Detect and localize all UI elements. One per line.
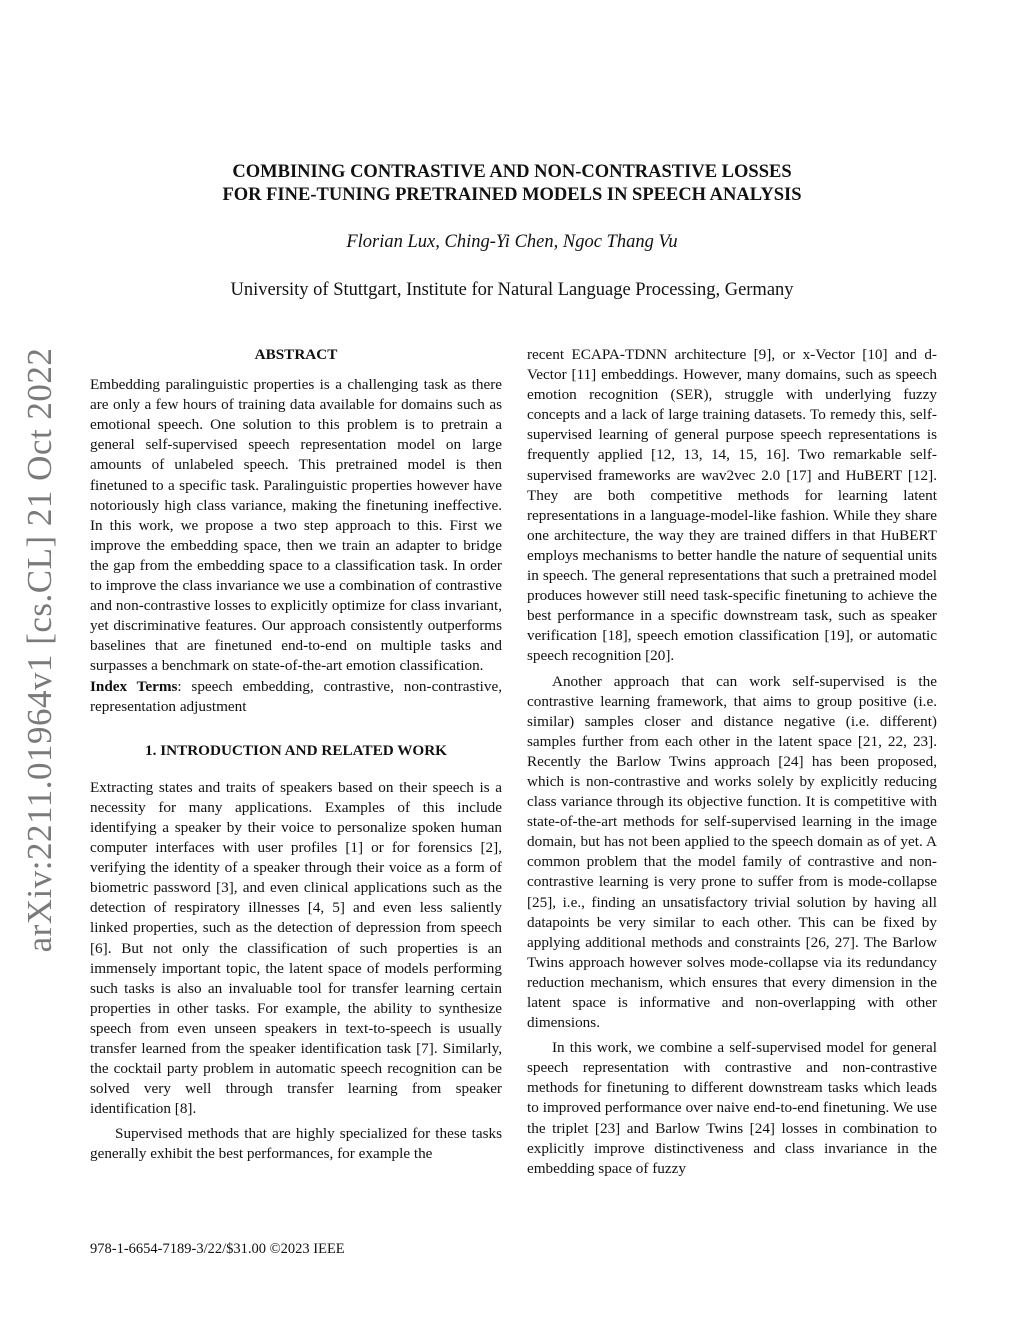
introduction-heading: 1. INTRODUCTION AND RELATED WORK	[145, 741, 447, 759]
abstract-text: Embedding paralinguistic properties is a challenging task as there are only a few hours of training data available for domains such as emotional speech. One solution to this problem is to pretrain a general self-supervised speech representation model on large amounts of unlabeled speech. This pretrained model is then finetuned to a specific task. Paralinguistic properties however have notoriously high class variance, making the finetuning ineffective. In this work, we propose a two step approach to this. First we improve the embedding space, then we train an adapter to bridge the gap from the embedding space to a classification task. In order to improve the class invariance we use a combination of contrastive and non-contrastive losses to explicitly optimize for class invariant, yet discriminative features. Our approach consistently outperforms baselines that are finetuned end-to-end on multiple tasks and surpasses a benchmark on state-of-the-art emotion classification.	[90, 376, 502, 675]
paper-authors: Florian Lux, Ching-Yi Chen, Ngoc Thang Vu	[346, 232, 678, 252]
copyright-footer: 978-1-6654-7189-3/22/$31.00 ©2023 IEEE	[90, 1241, 345, 1257]
paper-title-line-1: COMBINING CONTRASTIVE AND NON-CONTRASTIVE LOSSES	[232, 162, 792, 182]
intro-paragraph-1: Extracting states and traits of speakers based on their speech is a necessity for many applications. Examples of this include identifying a speaker by their voice to personalize spoken human computer interfaces with user profiles [1] or for forensics [2], verifying the identity of a speaker through their voice as a form of biometric password [3], and even clinical applications such as the detection of respiratory illnesses [4, 5] and even less saliently linked properties, such as the detection of depression from speech [6]. But not only the classification of such properties is an immensely important topic, the latent space of models performing such tasks is also an invaluable tool for transfer learning certain properties in other tasks. For example, the ability to synthesize speech from even unseen speakers in text-to-speech is usually transfer learned from the speaker identification task [7]. Similarly, the cocktail party problem in automatic speech recognition can be solved very well through transfer learning from speaker identification [8].	[90, 778, 502, 1118]
intro-paragraph-3: recent ECAPA-TDNN architecture [9], or x-Vector [10] and d-Vector [11] embeddings. However, many domains, such as speech emotion recognition (SER), struggle with underlying fuzzy concepts and a lack of large training datasets. To remedy this, self-supervised learning of general purpose speech representations is frequently applied [12, 13, 14, 15, 16]. Two remarkable self-supervised frameworks are wav2vec 2.0 [17] and HuBERT [12]. They are both competitive methods for learning latent representations in a language-model-like fashion. While they share one architecture, the way they are trained differs in that HuBERT employs mechanisms to better handle the nature of sequential units in speech. The general representations that such a pretrained model produces however still need task-specific finetuning to achieve the best performance in a specific downstream task, such as speaker verification [18], speech emotion classification [19], or automatic speech recognition [20].	[527, 346, 937, 665]
right-column	[527, 345, 937, 1179]
intro-paragraph-2: Supervised methods that are highly specialized for these tasks generally exhibit the best performances, for example the	[90, 1125, 502, 1163]
arxiv-identifier: arXiv:2211.01964v1 [cs.CL] 21 Oct 2022	[20, 347, 59, 953]
abstract-heading: ABSTRACT	[254, 346, 338, 363]
index-terms-text: : speech embedding, contrastive, non-contrastive, representation adjustment	[90, 677, 502, 715]
paper-affiliation: University of Stuttgart, Institute for Natural Language Processing, Germany	[230, 280, 794, 300]
intro-paragraph-4: Another approach that can work self-supervised is the contrastive learning framework, that aims to group positive (i.e. similar) samples closer and distance negative (i.e. different) samples further from each other in the latent space [21, 22, 23]. Recently the Barlow Twins approach [24] has been proposed, which is non-contrastive and works solely by explicitly reducing class variance through its objective function. It is competitive with state-of-the-art methods for self-supervised learning in the image domain, but has not been applied to the speech domain as of yet. A common problem that the model family of contrastive and non-contrastive learning is very prone to suffer from is mode-collapse [25], i.e., finding an unsatisfactory trivial solution by having all datapoints be very similar to each other. This can be fixed by applying additional methods and constraints [26, 27]. The Barlow Twins approach however solves mode-collapse via its redundancy reduction mechanism, which ensures that every dimension in the latent space is informative and non-overlapping with other dimensions.	[527, 672, 937, 1032]
index-terms	[90, 677, 502, 717]
paper-title-line-2: FOR FINE-TUNING PRETRAINED MODELS IN SPEECH ANALYSIS	[222, 185, 802, 205]
index-terms-label: Index Terms	[90, 677, 178, 695]
intro-paragraph-5: In this work, we combine a self-supervised model for general speech representation with contrastive and non-contrastive methods for finetuning to different downstream tasks which leads to improved performance over naive end-to-end finetuning. We use the triplet [23] and Barlow Twins [24] losses in combination to explicitly improve distinctiveness and class invariance in the embedding space of fuzzy	[527, 1039, 937, 1177]
left-column	[90, 345, 502, 1165]
